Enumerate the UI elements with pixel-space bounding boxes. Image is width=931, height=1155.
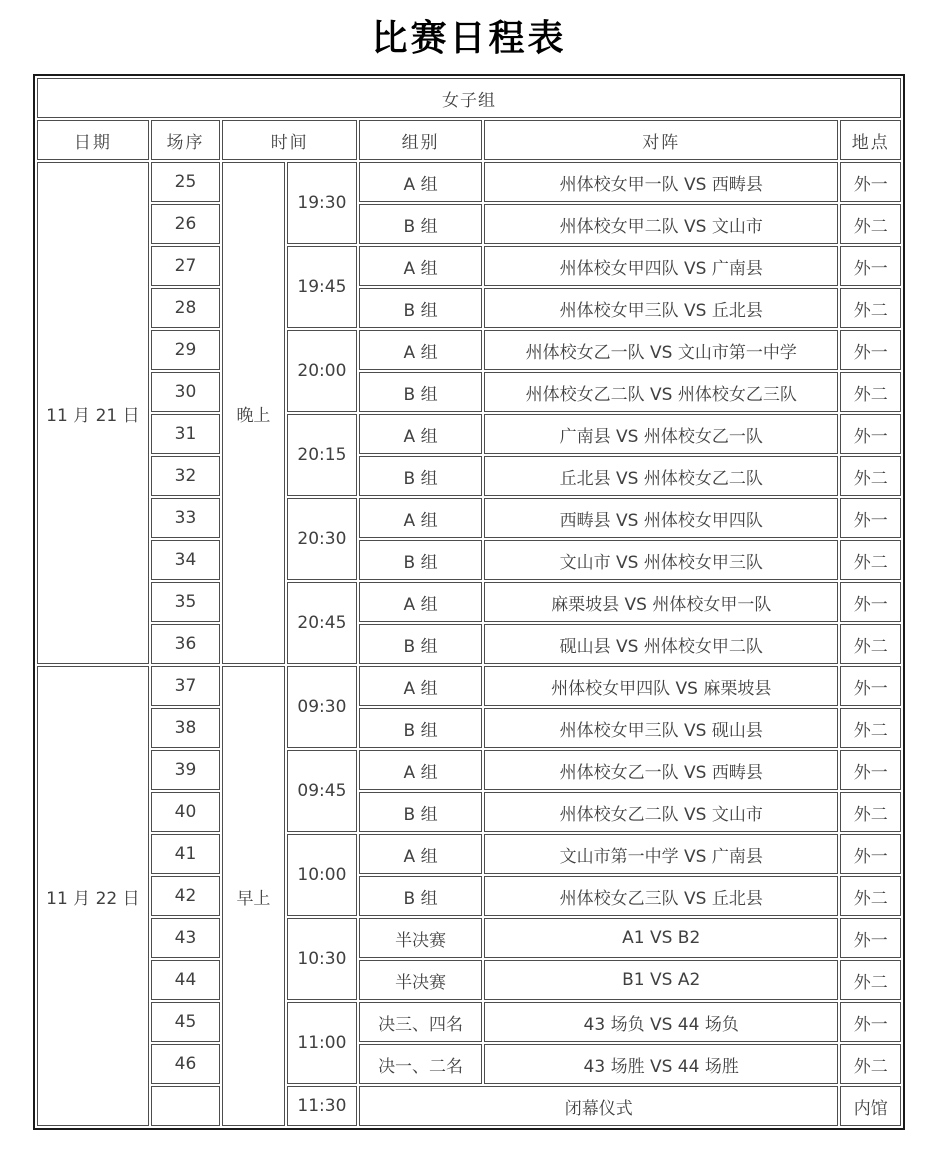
venue-cell: 外二 [840,1044,901,1084]
venue-cell: 外二 [840,708,901,748]
matchup-cell: 州体校女甲四队 VS 麻栗坡县 [484,666,838,706]
matchup-cell: 州体校女乙三队 VS 丘北县 [484,876,838,916]
schedule-row [37,162,901,202]
venue-cell: 外二 [840,624,901,664]
time-cell: 11:00 [287,1002,357,1084]
match-no-cell: 38 [151,708,220,748]
group-cell: A 组 [359,330,482,370]
venue-cell: 外二 [840,372,901,412]
matchup-cell: B1 VS A2 [484,960,838,1000]
venue-cell: 内馆 [840,1086,901,1126]
matchup-cell: 州体校女甲二队 VS 文山市 [484,204,838,244]
schedule-row [37,456,901,496]
matchup-cell: 广南县 VS 州体校女乙一队 [484,414,838,454]
match-no-cell: 29 [151,330,220,370]
time-cell: 20:30 [287,498,357,580]
schedule-row [37,204,901,244]
matchup-cell: 文山市 VS 州体校女甲三队 [484,540,838,580]
schedule-row [37,330,901,370]
schedule-row [37,666,901,706]
match-no-cell: 26 [151,204,220,244]
schedule-row [37,1086,901,1126]
time-cell: 09:30 [287,666,357,748]
venue-cell: 外二 [840,540,901,580]
matchup-cell: 州体校女甲三队 VS 砚山县 [484,708,838,748]
match-no-cell: 32 [151,456,220,496]
venue-cell: 外一 [840,918,901,958]
group-cell: A 组 [359,246,482,286]
schedule-row [37,540,901,580]
schedule-row [37,750,901,790]
venue-cell: 外一 [840,498,901,538]
group-cell: B 组 [359,204,482,244]
time-cell: 10:30 [287,918,357,1000]
match-no-cell: 27 [151,246,220,286]
venue-cell: 外二 [840,792,901,832]
match-no-cell: 45 [151,1002,220,1042]
schedule-row [37,1002,901,1042]
group-cell: 决一、二名 [359,1044,482,1084]
col-header-date: 日期 [37,120,149,160]
period-cell: 早上 [222,666,284,1126]
venue-cell: 外二 [840,204,901,244]
group-cell: B 组 [359,624,482,664]
venue-cell: 外二 [840,876,901,916]
match-no-cell: 39 [151,750,220,790]
group-cell: B 组 [359,288,482,328]
column-header-row [37,120,901,160]
schedule-row [37,372,901,412]
match-no-cell: 31 [151,414,220,454]
venue-cell: 外二 [840,456,901,496]
group-cell: A 组 [359,498,482,538]
venue-cell: 外一 [840,246,901,286]
match-no-cell: 37 [151,666,220,706]
group-cell: A 组 [359,414,482,454]
col-header-venue: 地点 [840,120,901,160]
group-cell: B 组 [359,372,482,412]
col-header-group: 组别 [359,120,482,160]
matchup-cell: 州体校女甲一队 VS 西畴县 [484,162,838,202]
schedule-row [37,876,901,916]
schedule-row [37,834,901,874]
time-cell: 10:00 [287,834,357,916]
match-no-cell: 46 [151,1044,220,1084]
venue-cell: 外二 [840,960,901,1000]
venue-cell: 外一 [840,162,901,202]
time-cell: 09:45 [287,750,357,832]
col-header-time: 时间 [222,120,357,160]
time-cell: 19:30 [287,162,357,244]
schedule-table [33,74,905,1130]
ceremony-cell: 闭幕仪式 [359,1086,838,1126]
matchup-cell: 43 场胜 VS 44 场胜 [484,1044,838,1084]
group-header-row [37,78,901,118]
matchup-cell: 麻栗坡县 VS 州体校女甲一队 [484,582,838,622]
match-no-cell: 43 [151,918,220,958]
schedule-row [37,918,901,958]
schedule-body [37,162,901,1126]
time-cell: 11:30 [287,1086,357,1126]
match-no-cell: 36 [151,624,220,664]
group-cell: 决三、四名 [359,1002,482,1042]
venue-cell: 外一 [840,1002,901,1042]
date-cell: 11 月 22 日 [37,666,149,1126]
match-no-cell: 28 [151,288,220,328]
schedule-row [37,1044,901,1084]
schedule-row [37,498,901,538]
matchup-cell: 砚山县 VS 州体校女甲二队 [484,624,838,664]
group-cell: A 组 [359,750,482,790]
match-no-cell: 40 [151,792,220,832]
venue-cell: 外一 [840,834,901,874]
matchup-cell: 州体校女甲三队 VS 丘北县 [484,288,838,328]
matchup-cell: A1 VS B2 [484,918,838,958]
group-cell: B 组 [359,876,482,916]
schedule-row [37,792,901,832]
schedule-row [37,708,901,748]
schedule-row [37,414,901,454]
matchup-cell: 州体校女乙一队 VS 西畴县 [484,750,838,790]
date-cell: 11 月 21 日 [37,162,149,664]
matchup-cell: 43 场负 VS 44 场负 [484,1002,838,1042]
venue-cell: 外二 [840,288,901,328]
matchup-cell: 州体校女乙一队 VS 文山市第一中学 [484,330,838,370]
match-no-cell: 35 [151,582,220,622]
match-no-cell: 25 [151,162,220,202]
match-no-cell [151,1086,220,1126]
schedule-row [37,246,901,286]
matchup-cell: 丘北县 VS 州体校女乙二队 [484,456,838,496]
group-cell: A 组 [359,582,482,622]
group-cell: 半决赛 [359,918,482,958]
group-cell: B 组 [359,456,482,496]
schedule-row [37,288,901,328]
venue-cell: 外一 [840,330,901,370]
col-header-match-no: 场序 [151,120,220,160]
venue-cell: 外一 [840,750,901,790]
match-no-cell: 33 [151,498,220,538]
schedule-row [37,960,901,1000]
match-no-cell: 30 [151,372,220,412]
schedule-row [37,582,901,622]
page-title: 比赛日程表 [371,17,567,59]
matchup-cell: 西畴县 VS 州体校女甲四队 [484,498,838,538]
group-cell: A 组 [359,162,482,202]
group-cell: B 组 [359,792,482,832]
time-cell: 20:15 [287,414,357,496]
group-header: 女子组 [37,78,901,118]
group-cell: B 组 [359,708,482,748]
venue-cell: 外一 [840,582,901,622]
schedule-row [37,624,901,664]
time-cell: 19:45 [287,246,357,328]
matchup-cell: 文山市第一中学 VS 广南县 [484,834,838,874]
group-cell: A 组 [359,834,482,874]
match-no-cell: 41 [151,834,220,874]
time-cell: 20:00 [287,330,357,412]
matchup-cell: 州体校女甲四队 VS 广南县 [484,246,838,286]
col-header-matchup: 对阵 [484,120,838,160]
group-cell: 半决赛 [359,960,482,1000]
group-cell: A 组 [359,666,482,706]
time-cell: 20:45 [287,582,357,664]
matchup-cell: 州体校女乙二队 VS 州体校女乙三队 [484,372,838,412]
match-no-cell: 42 [151,876,220,916]
match-no-cell: 34 [151,540,220,580]
venue-cell: 外一 [840,414,901,454]
group-cell: B 组 [359,540,482,580]
matchup-cell: 州体校女乙二队 VS 文山市 [484,792,838,832]
match-no-cell: 44 [151,960,220,1000]
venue-cell: 外一 [840,666,901,706]
period-cell: 晚上 [222,162,284,664]
